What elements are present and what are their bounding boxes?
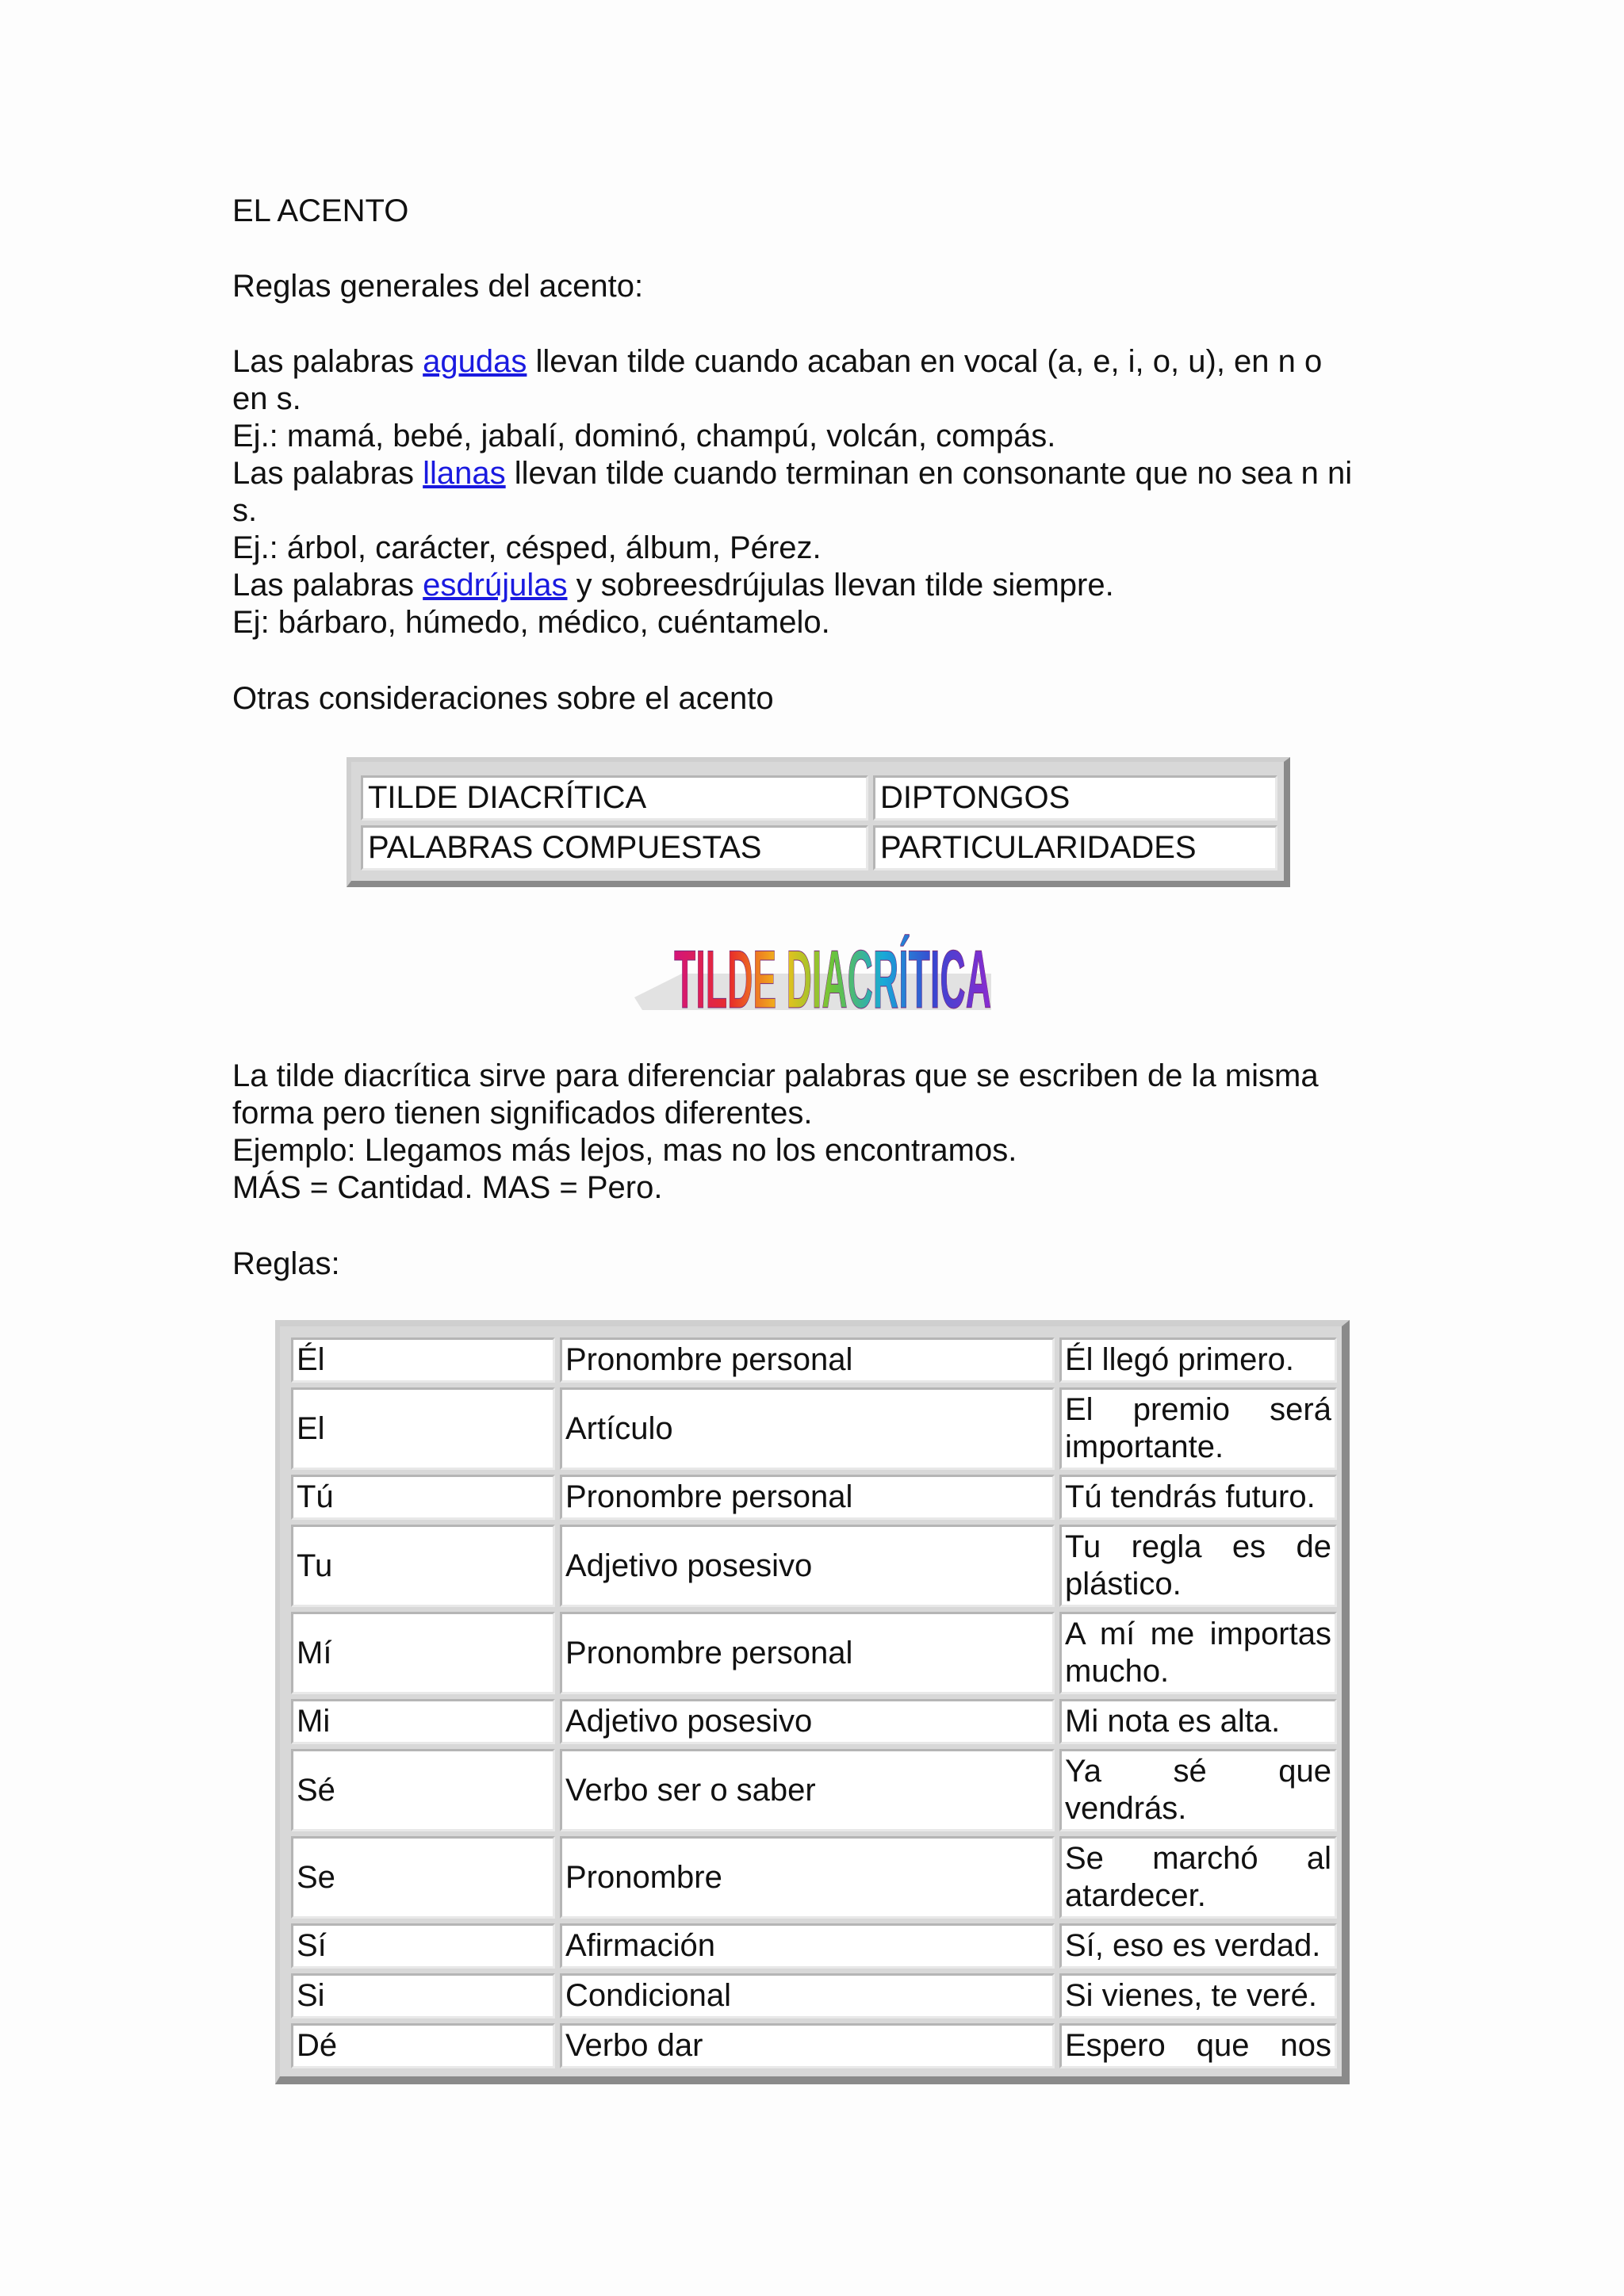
rule-type: Artículo xyxy=(560,1387,1055,1470)
agudas-link[interactable]: agudas xyxy=(423,344,527,379)
table-row xyxy=(291,2023,1337,2068)
rule-example: Tú tendrás futuro. xyxy=(1059,1475,1337,1520)
rule-word: Sí xyxy=(291,1923,555,1969)
other-considerations-heading: Otras consideraciones sobre el acento xyxy=(232,681,774,716)
llanas-rule: Las palabras llanas llevan tilde cuando terminan en consonante que no sea n ni xyxy=(232,456,1353,491)
agudas-rule: Las palabras agudas llevan tilde cuando acaban en vocal (a, e, i, o, u), en n o xyxy=(232,344,1323,379)
rule-example: Si vienes, te veré. xyxy=(1059,1973,1337,2019)
rules-table-frame xyxy=(275,1320,1350,2084)
nav-tilde-diacritica[interactable]: TILDE DIACRÍTICA xyxy=(361,775,868,821)
document-title: EL ACENTO xyxy=(232,193,409,228)
rule-word: Se xyxy=(291,1836,555,1919)
table-row xyxy=(291,1612,1337,1694)
nav-particularidades[interactable]: PARTICULARIDADES xyxy=(873,825,1277,871)
rule-word: Tu xyxy=(291,1525,555,1607)
rule-type: Pronombre personal xyxy=(560,1475,1055,1520)
rule-word: Tú xyxy=(291,1475,555,1520)
rule-type: Adjetivo posesivo xyxy=(560,1525,1055,1607)
rule-word: Dé xyxy=(291,2023,555,2068)
rules-heading: Reglas: xyxy=(232,1246,340,1281)
esdrujulas-link[interactable]: esdrújulas xyxy=(423,568,568,603)
llanas-rule-wrap: s. xyxy=(232,493,258,528)
table-row xyxy=(291,1475,1337,1520)
rule-word: Si xyxy=(291,1973,555,2019)
rule-example: Sí, eso es verdad. xyxy=(1059,1923,1337,1969)
table-row xyxy=(291,1337,1337,1383)
esdrujulas-example: Ej: bárbaro, húmedo, médico, cuéntamelo. xyxy=(232,605,830,640)
table-row xyxy=(291,1836,1337,1919)
agudas-rule-wrap: en s. xyxy=(232,381,301,416)
rule-type: Pronombre xyxy=(560,1836,1055,1919)
rule-example: El premio será importante. xyxy=(1059,1387,1337,1470)
rule-type: Adjetivo posesivo xyxy=(560,1699,1055,1744)
rule-word: Mi xyxy=(291,1699,555,1744)
topics-table xyxy=(347,757,1290,887)
rule-word: Sé xyxy=(291,1749,555,1831)
table-row xyxy=(291,1749,1337,1831)
table-row xyxy=(291,1973,1337,2019)
llanas-link[interactable]: llanas xyxy=(423,456,506,491)
nav-palabras-compuestas[interactable]: PALABRAS COMPUESTAS xyxy=(361,825,868,871)
rule-type: Verbo dar xyxy=(560,2023,1055,2068)
rule-example: A mí me importas mucho. xyxy=(1059,1612,1337,1694)
table-row xyxy=(291,1699,1337,1744)
rule-example: Se marchó al atardecer. xyxy=(1059,1836,1337,1919)
rule-example: Ya sé que vendrás. xyxy=(1059,1749,1337,1831)
general-rules xyxy=(232,343,1398,641)
tilde-intro: La tilde diacrítica sirve para diferenciar palabras que se escriben de la misma forma pero tienen significados diferentes. Ejemplo: Llegamos más lejos, mas no los encontramos. MÁS = Cantidad. MAS = Pero. xyxy=(232,1058,1319,1205)
wordart-text: TILDE DIACRÍTICA xyxy=(674,934,991,1026)
rule-word: El xyxy=(291,1387,555,1470)
table-row xyxy=(291,1387,1337,1470)
rule-type: Verbo ser o saber xyxy=(560,1749,1055,1831)
rule-word: Mí xyxy=(291,1612,555,1694)
agudas-example: Ej.: mamá, bebé, jabalí, dominó, champú, volcán, compás. xyxy=(232,419,1056,453)
rule-example: Mi nota es alta. xyxy=(1059,1699,1337,1744)
rule-word: Él xyxy=(291,1337,555,1383)
rules-table xyxy=(286,1333,1342,2073)
table-row xyxy=(291,1525,1337,1607)
rule-type: Condicional xyxy=(560,1973,1055,2019)
llanas-example: Ej.: árbol, carácter, césped, álbum, Pérez. xyxy=(232,530,822,565)
rule-example: Espero que nos xyxy=(1059,2023,1337,2068)
rule-example: Él llegó primero. xyxy=(1059,1337,1337,1383)
rule-example: Tu regla es de plástico. xyxy=(1059,1525,1337,1607)
nav-diptongos[interactable]: DIPTONGOS xyxy=(873,775,1277,821)
rule-type: Pronombre personal xyxy=(560,1612,1055,1694)
table-row xyxy=(291,1923,1337,1969)
esdrujulas-rule: Las palabras esdrújulas y sobreesdrújulas llevan tilde siempre. xyxy=(232,568,1114,603)
rule-type: Pronombre personal xyxy=(560,1337,1055,1383)
rule-type: Afirmación xyxy=(560,1923,1055,1969)
general-rules-heading: Reglas generales del acento: xyxy=(232,269,644,304)
tilde-diacritica-wordart xyxy=(634,926,999,1026)
